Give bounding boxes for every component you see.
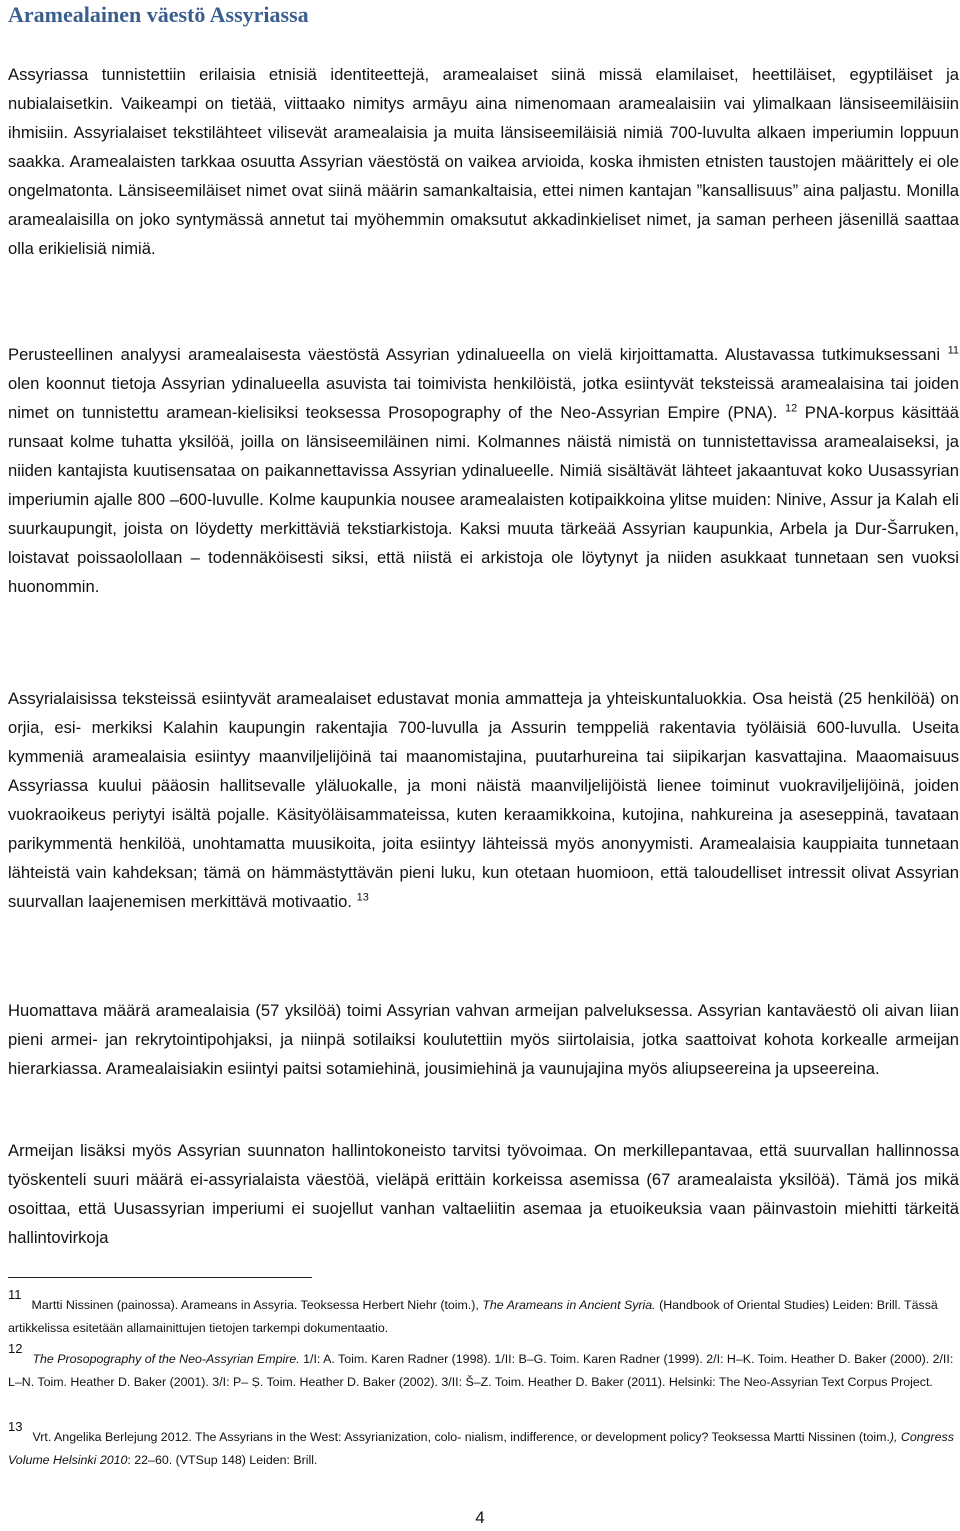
footnote-number: 13: [8, 1419, 23, 1434]
page-number: 4: [475, 1508, 485, 1527]
paragraph-2-text-b: olen koonnut tietoja Assyrian ydinalueella asuvista tai toimivista henkilöistä, jotka esiintyvät teksteissä aramealaisina tai joiden nimet on tunnistettu aramean-kielisiksi teoksessa Prosopography of the Neo-Assyrian Empire (PNA).: [8, 374, 959, 422]
footnote-text: Martti Nissinen (painossa). Arameans in Assyria. Teoksessa Herbert Niehr (toim.),: [31, 1298, 483, 1312]
paragraph-2-text-a: Perusteellinen analyysi aramealaisesta väestöstä Assyrian ydinalueella on vielä kirjoittamatta. Alustavassa tutkimuksessani: [8, 345, 948, 364]
paragraph-5: [8, 1136, 959, 1252]
paragraph-4: [8, 996, 959, 1083]
footnote-ref-11[interactable]: 11: [947, 344, 959, 357]
paragraph-3-text: Assyrialaisissa teksteissä esiintyvät aramealaiset edustavat monia ammatteja ja yhteiskuntaluokkia. Osa heistä (25 henkilöä) on orjia, esi- merkiksi Kalahin kaupungin rakentajia 700-luvulla ja Assurin temppeliä rakentavia työläisiä 600-luvulla. Useita kymmeniä aramealaisia esiintyy maanviljelijöinä tai maanomistajina, puutarhureina tai siipikarjan kasvattajina. Maaomaisuus Assyriassa kuului pääosin hallitsevalle yläluokalle, ja moni näistä maanviljelijöistä lienee toiminut vuokraviljelijöinä, joiden vuokraoikeus periytyi isältä pojalle. Käsityöläisammateissa, kuten keraamikkoina, kutojina, nahkureina ja aseseppinä, tavataan parikymmentä henkilöä, unohtamatta muusikoita, joita esiintyy lähteissä myös anonyymisti. Aramealaisia kauppiaita tunnetaan lähteistä vain kahdeksan; tämä on hämmästyttävän pieni luku, kun otetaan huomioon, että taloudelliset intressit olivat Assyrian suurvallan laajenemisen merkittävä motivaatio.: [8, 689, 959, 911]
footnote-ref-12[interactable]: 12: [784, 402, 798, 415]
footnote-text: : 22–60. (VTSup 148) Leiden: Brill.: [127, 1453, 318, 1467]
footnote-ref-13[interactable]: 13: [356, 891, 369, 904]
footnote-13: [8, 1419, 959, 1472]
footnote-title: The Arameans in Ancient Syria.: [482, 1298, 656, 1312]
footnote-title: The Prosopography of the Neo-Assyrian Empire.: [32, 1352, 300, 1366]
footnote-separator: [8, 1277, 312, 1278]
paragraph-1: [8, 60, 959, 263]
page-title: Aramealainen väestö Assyriassa: [8, 2, 309, 27]
footnote-11: [8, 1287, 959, 1340]
paragraph-2: [8, 340, 959, 601]
footnote-text: (Handbook of Oriental Studies) Leiden: Brill. Tässä artikkelissa esitetään allamainittujen tietojen tarkempi dokumentaatio.: [8, 1298, 938, 1335]
paragraph-5-text: Armeijan lisäksi myös Assyrian suunnaton hallintokoneisto tarvitsi työvoimaa. On merkillepantavaa, että suurvallan hallinnossa työskenteli suuri määrä ei-assyrialaista väestöä, vieläpä erittäin korkeissa asemissa (67 aramealaista yksilöä). Tämä jos mikä osoittaa, että Uusassyrian imperiumi ei suojellut vanhan valtaeliitin asemaa ja etuoikeuksia vaan päinvastoin miehitti tärkeitä hallintovirkoja: [8, 1141, 959, 1247]
paragraph-1-text: Assyriassa tunnistettiin erilaisia etnisiä identiteettejä, aramealaiset siinä missä elamilaiset, heettiläiset, egyptiläiset ja nubialaisetkin. Vaikeampi on tietää, viittaako nimitys armāyu aina nimenomaan aramealaisiin vai ylimalkaan länsiseemiläisiin ihmisiin. Assyrialaiset tekstilähteet vilisevät aramealaisia ja muita länsiseemiläisiä nimiä 700-luvulta alkaen imperiumin loppuun saakka. Aramealaisten tarkkaa osuutta Assyrian väestöstä on vaikea arvioida, koska ihmisten etnisten taustojen määrittely ei ole ongelmatonta. Länsiseemiläiset nimet ovat siinä määrin samankaltaisia, ettei nimen kantajan ”kansallisuus” aina paljastu. Monilla aramealaisilla on joko syntymässä annetut tai myöhemmin omaksutut akkadinkieliset nimet, ja saman perheen jäsenillä saattaa olla erikielisiä nimiä.: [8, 65, 959, 258]
footnote-number: 12: [8, 1341, 23, 1356]
footnote-text: 1/I: A. Toim. Karen Radner (1998). 1/II: B–G. Toim. Karen Radner (1999). 2/I: H–K. Toim. Heather D. Baker (2000). 2/II: L–N. Toim. Heather D. Baker (2001). 3/I: P– Ṣ. Toim. Heather D. Baker (2002). 3/II: Š–Z. Toim. Heather D. Baker (2011). Helsinki: The Neo-Assyrian Text Corpus Project.: [8, 1352, 954, 1389]
footnote-title: ), Congress Volume Helsinki 2010: [8, 1430, 954, 1467]
paragraph-3: [8, 684, 959, 916]
paragraph-2-text-c: PNA-korpus käsittää runsaat kolme tuhatta yksilöä, joilla on länsiseemiläinen nimi. Kolmannes näistä nimistä on tunnistettavissa aramealaiseksi, ja niiden kantajista kuutisensataa on paikannettavissa Assyrian ydinalueelle. Nimiä sisältävät lähteet jakaantuvat koko Uusassyrian imperiumin ajalle 800 –600-luvulle. Kolme kaupunkia nousee aramealaisten kotipaikkoina ylitse muiden: Ninive, Assur ja Kalah eli suurkaupungit, joista on löydetty merkittäviä tekstiarkistoja. Kaksi muuta tärkeää Assyrian kaupunkia, Arbela ja Dur-Šarruken, loistavat poissaolollaan – todennäköisesti siksi, että niistä ei arkistoja ole löytynyt ja niiden asukkaat tunnetaan sen vuoksi huonommin.: [8, 403, 960, 596]
footnote-number: 11: [8, 1287, 22, 1302]
footnote-12: [8, 1341, 959, 1394]
paragraph-4-text: Huomattava määrä aramealaisia (57 yksilöä) toimi Assyrian vahvan armeijan palveluksessa. Assyrian kantaväestö oli aivan liian pieni armei- jan rekrytointipohjaksi, ja niinpä sotilaiksi koulutettiin myös siirtolaisia, jotka saattoivat kohota korkealle armeijan hierarkiassa. Aramealaisiakin esiintyi paitsi sotamiehinä, jousimiehinä ja vaunujajina myös aliupseereina ja upseereina.: [8, 1001, 959, 1078]
footnote-text: Vrt. Angelika Berlejung 2012. The Assyrians in the West: Assyrianization, colo- nialism, indifference, or development policy? Teoksessa Martti Nissinen (toim.: [32, 1430, 890, 1444]
